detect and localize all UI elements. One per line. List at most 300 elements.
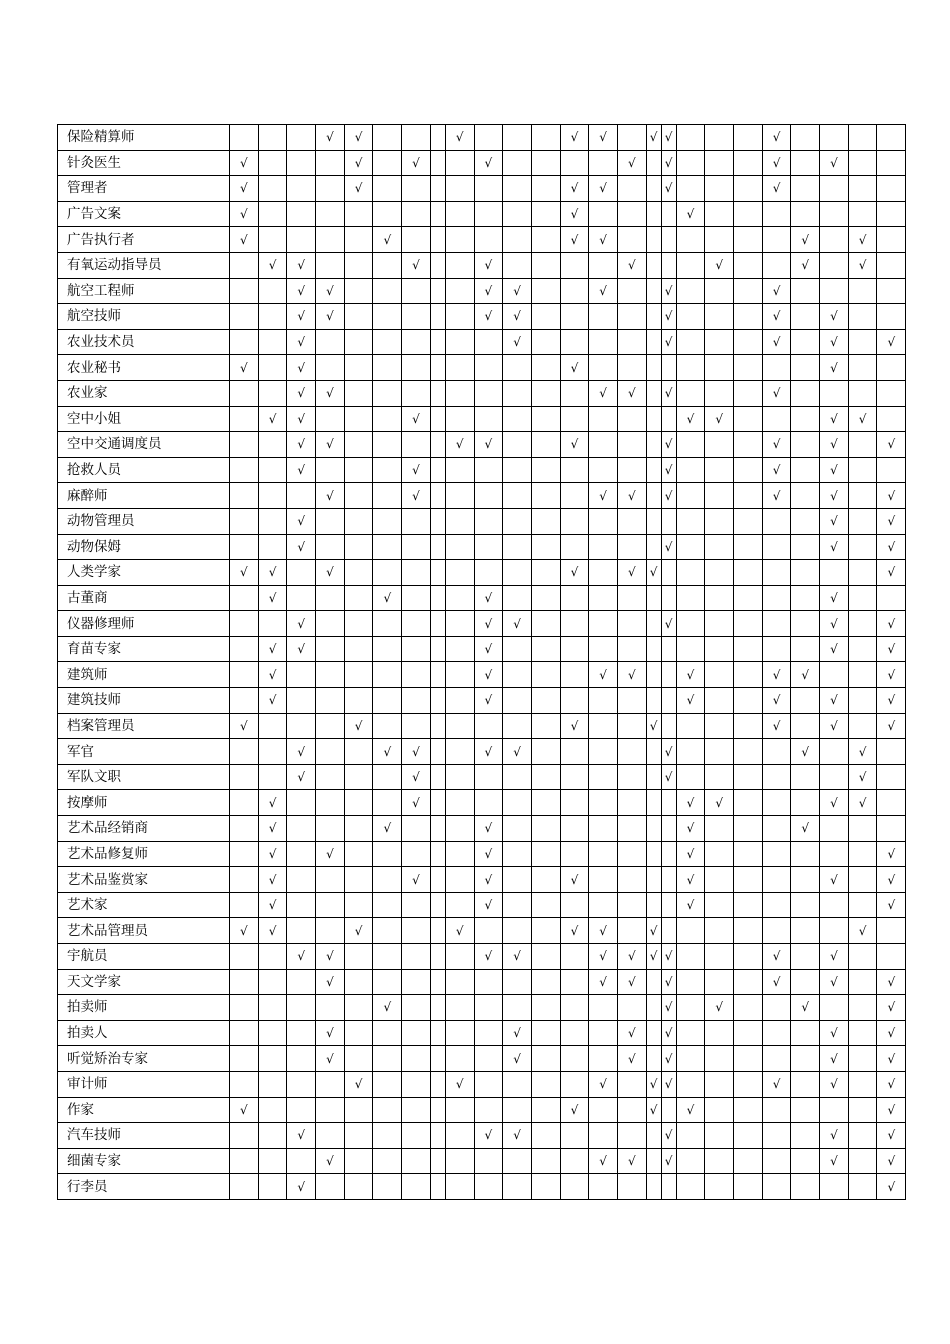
empty-cell — [373, 252, 402, 278]
table-row — [58, 534, 906, 560]
empty-cell — [373, 764, 402, 790]
check-mark-cell: √ — [589, 483, 618, 509]
empty-cell — [848, 713, 877, 739]
empty-cell — [589, 1046, 618, 1072]
check-mark-cell: √ — [676, 790, 705, 816]
empty-cell — [373, 969, 402, 995]
empty-cell — [734, 867, 763, 893]
empty-cell — [705, 1123, 734, 1149]
empty-cell — [560, 662, 589, 688]
check-mark-cell: √ — [820, 483, 849, 509]
empty-cell — [734, 816, 763, 842]
empty-cell — [705, 611, 734, 637]
check-mark-cell: √ — [646, 918, 661, 944]
empty-cell — [848, 1148, 877, 1174]
empty-cell — [646, 739, 661, 765]
empty-cell — [877, 150, 906, 176]
empty-cell — [661, 688, 676, 714]
empty-cell — [287, 969, 316, 995]
empty-cell — [258, 508, 287, 534]
empty-cell — [258, 483, 287, 509]
check-mark-cell: √ — [258, 585, 287, 611]
check-mark-cell: √ — [503, 278, 532, 304]
empty-cell — [848, 380, 877, 406]
empty-cell — [430, 918, 445, 944]
check-mark-cell: √ — [258, 867, 287, 893]
empty-cell — [762, 739, 791, 765]
empty-cell — [820, 1097, 849, 1123]
empty-cell — [316, 892, 345, 918]
table-row — [58, 278, 906, 304]
empty-cell — [287, 713, 316, 739]
empty-cell — [617, 1071, 646, 1097]
empty-cell — [617, 278, 646, 304]
table-row — [58, 201, 906, 227]
check-mark-cell: √ — [676, 201, 705, 227]
empty-cell — [230, 534, 259, 560]
empty-cell — [762, 1174, 791, 1200]
check-mark-cell: √ — [617, 944, 646, 970]
empty-cell — [676, 969, 705, 995]
check-mark-cell: √ — [287, 329, 316, 355]
empty-cell — [661, 892, 676, 918]
empty-cell — [402, 944, 431, 970]
empty-cell — [646, 380, 661, 406]
empty-cell — [848, 150, 877, 176]
empty-cell — [734, 764, 763, 790]
empty-cell — [344, 611, 373, 637]
check-mark-cell: √ — [474, 816, 503, 842]
check-mark-cell: √ — [474, 585, 503, 611]
empty-cell — [791, 688, 820, 714]
empty-cell — [820, 816, 849, 842]
empty-cell — [617, 329, 646, 355]
empty-cell — [617, 841, 646, 867]
empty-cell — [705, 508, 734, 534]
check-mark-cell: √ — [589, 227, 618, 253]
empty-cell — [373, 1123, 402, 1149]
table-row — [58, 432, 906, 458]
empty-cell — [373, 636, 402, 662]
empty-cell — [316, 739, 345, 765]
check-mark-cell: √ — [560, 560, 589, 586]
check-mark-cell: √ — [877, 841, 906, 867]
empty-cell — [617, 1123, 646, 1149]
check-mark-cell: √ — [402, 150, 431, 176]
empty-cell — [734, 918, 763, 944]
check-mark-cell: √ — [316, 278, 345, 304]
empty-cell — [877, 585, 906, 611]
empty-cell — [762, 227, 791, 253]
empty-cell — [445, 1148, 474, 1174]
check-mark-cell: √ — [877, 432, 906, 458]
empty-cell — [503, 636, 532, 662]
empty-cell — [560, 1046, 589, 1072]
check-mark-cell: √ — [589, 918, 618, 944]
table-row — [58, 1071, 906, 1097]
empty-cell — [734, 252, 763, 278]
empty-cell — [316, 1174, 345, 1200]
empty-cell — [258, 739, 287, 765]
empty-cell — [503, 201, 532, 227]
empty-cell — [705, 739, 734, 765]
empty-cell — [258, 125, 287, 151]
check-mark-cell: √ — [474, 867, 503, 893]
empty-cell — [344, 1123, 373, 1149]
empty-cell — [734, 1148, 763, 1174]
empty-cell — [848, 892, 877, 918]
occupation-name: 拍卖师 — [58, 995, 230, 1021]
table-row — [58, 739, 906, 765]
empty-cell — [791, 1097, 820, 1123]
check-mark-cell: √ — [661, 304, 676, 330]
empty-cell — [344, 252, 373, 278]
occupation-name: 农业家 — [58, 380, 230, 406]
empty-cell — [848, 508, 877, 534]
empty-cell — [430, 1071, 445, 1097]
empty-cell — [531, 944, 560, 970]
empty-cell — [230, 816, 259, 842]
empty-cell — [402, 1071, 431, 1097]
empty-cell — [445, 252, 474, 278]
empty-cell — [503, 1174, 532, 1200]
check-mark-cell: √ — [820, 688, 849, 714]
table-row — [58, 176, 906, 202]
table-body — [58, 125, 906, 1200]
empty-cell — [531, 432, 560, 458]
empty-cell — [646, 662, 661, 688]
empty-cell — [676, 713, 705, 739]
occupation-name: 艺术品经销商 — [58, 816, 230, 842]
check-mark-cell: √ — [646, 944, 661, 970]
table-row — [58, 816, 906, 842]
empty-cell — [258, 995, 287, 1021]
empty-cell — [791, 1020, 820, 1046]
empty-cell — [316, 150, 345, 176]
empty-cell — [820, 841, 849, 867]
empty-cell — [344, 457, 373, 483]
empty-cell — [848, 278, 877, 304]
check-mark-cell: √ — [661, 329, 676, 355]
empty-cell — [820, 125, 849, 151]
occupation-checklist-table — [57, 124, 906, 1200]
table-row — [58, 1148, 906, 1174]
empty-cell — [617, 508, 646, 534]
empty-cell — [560, 636, 589, 662]
empty-cell — [617, 355, 646, 381]
empty-cell — [402, 688, 431, 714]
empty-cell — [445, 380, 474, 406]
empty-cell — [676, 380, 705, 406]
empty-cell — [646, 1123, 661, 1149]
check-mark-cell: √ — [373, 816, 402, 842]
empty-cell — [531, 841, 560, 867]
empty-cell — [430, 944, 445, 970]
empty-cell — [589, 867, 618, 893]
check-mark-cell: √ — [316, 969, 345, 995]
empty-cell — [373, 1097, 402, 1123]
empty-cell — [503, 1097, 532, 1123]
empty-cell — [402, 176, 431, 202]
empty-cell — [560, 1174, 589, 1200]
empty-cell — [848, 662, 877, 688]
empty-cell — [316, 508, 345, 534]
empty-cell — [344, 406, 373, 432]
empty-cell — [445, 329, 474, 355]
empty-cell — [791, 969, 820, 995]
check-mark-cell: √ — [474, 841, 503, 867]
empty-cell — [445, 534, 474, 560]
empty-cell — [230, 841, 259, 867]
check-mark-cell: √ — [589, 662, 618, 688]
check-mark-cell: √ — [661, 1123, 676, 1149]
empty-cell — [402, 1046, 431, 1072]
empty-cell — [560, 534, 589, 560]
empty-cell — [734, 201, 763, 227]
empty-cell — [820, 918, 849, 944]
occupation-name: 行李员 — [58, 1174, 230, 1200]
empty-cell — [402, 1174, 431, 1200]
empty-cell — [676, 918, 705, 944]
check-mark-cell: √ — [646, 1071, 661, 1097]
empty-cell — [560, 611, 589, 637]
empty-cell — [791, 125, 820, 151]
check-mark-cell: √ — [661, 125, 676, 151]
occupation-name: 建筑技师 — [58, 688, 230, 714]
check-mark-cell: √ — [474, 1123, 503, 1149]
empty-cell — [762, 1148, 791, 1174]
empty-cell — [560, 508, 589, 534]
check-mark-cell: √ — [877, 995, 906, 1021]
empty-cell — [402, 201, 431, 227]
check-mark-cell: √ — [258, 816, 287, 842]
empty-cell — [676, 278, 705, 304]
occupation-name: 广告执行者 — [58, 227, 230, 253]
empty-cell — [344, 892, 373, 918]
empty-cell — [791, 406, 820, 432]
empty-cell — [676, 944, 705, 970]
empty-cell — [344, 508, 373, 534]
check-mark-cell: √ — [877, 969, 906, 995]
empty-cell — [560, 764, 589, 790]
check-mark-cell: √ — [560, 1097, 589, 1123]
empty-cell — [316, 1097, 345, 1123]
empty-cell — [531, 1148, 560, 1174]
empty-cell — [646, 432, 661, 458]
check-mark-cell: √ — [676, 406, 705, 432]
empty-cell — [503, 227, 532, 253]
check-mark-cell: √ — [848, 764, 877, 790]
check-mark-cell: √ — [705, 406, 734, 432]
empty-cell — [589, 534, 618, 560]
empty-cell — [646, 227, 661, 253]
check-mark-cell: √ — [877, 688, 906, 714]
table-row — [58, 918, 906, 944]
empty-cell — [373, 406, 402, 432]
empty-cell — [762, 841, 791, 867]
empty-cell — [848, 125, 877, 151]
check-mark-cell: √ — [762, 1071, 791, 1097]
check-mark-cell: √ — [646, 560, 661, 586]
check-mark-cell: √ — [762, 432, 791, 458]
empty-cell — [676, 1148, 705, 1174]
check-mark-cell: √ — [617, 560, 646, 586]
empty-cell — [531, 252, 560, 278]
occupation-name: 育苗专家 — [58, 636, 230, 662]
empty-cell — [445, 483, 474, 509]
empty-cell — [474, 534, 503, 560]
empty-cell — [705, 432, 734, 458]
empty-cell — [287, 790, 316, 816]
empty-cell — [402, 969, 431, 995]
empty-cell — [503, 764, 532, 790]
empty-cell — [373, 201, 402, 227]
occupation-name: 天文学家 — [58, 969, 230, 995]
empty-cell — [430, 1046, 445, 1072]
table-row — [58, 329, 906, 355]
empty-cell — [402, 560, 431, 586]
check-mark-cell: √ — [258, 662, 287, 688]
empty-cell — [589, 406, 618, 432]
empty-cell — [531, 918, 560, 944]
empty-cell — [646, 1174, 661, 1200]
empty-cell — [617, 201, 646, 227]
empty-cell — [373, 483, 402, 509]
occupation-name: 军队文职 — [58, 764, 230, 790]
empty-cell — [791, 380, 820, 406]
check-mark-cell: √ — [820, 355, 849, 381]
empty-cell — [676, 125, 705, 151]
empty-cell — [287, 560, 316, 586]
empty-cell — [791, 150, 820, 176]
empty-cell — [230, 457, 259, 483]
empty-cell — [589, 252, 618, 278]
empty-cell — [430, 278, 445, 304]
empty-cell — [445, 560, 474, 586]
empty-cell — [676, 483, 705, 509]
empty-cell — [877, 739, 906, 765]
check-mark-cell: √ — [820, 1148, 849, 1174]
empty-cell — [445, 739, 474, 765]
check-mark-cell: √ — [661, 1071, 676, 1097]
empty-cell — [287, 1148, 316, 1174]
empty-cell — [705, 304, 734, 330]
check-mark-cell: √ — [287, 944, 316, 970]
occupation-name: 空中交通调度员 — [58, 432, 230, 458]
empty-cell — [676, 995, 705, 1021]
empty-cell — [560, 892, 589, 918]
empty-cell — [676, 636, 705, 662]
check-mark-cell: √ — [589, 1148, 618, 1174]
check-mark-cell: √ — [820, 1071, 849, 1097]
empty-cell — [560, 944, 589, 970]
check-mark-cell: √ — [230, 201, 259, 227]
empty-cell — [230, 1071, 259, 1097]
empty-cell — [344, 816, 373, 842]
empty-cell — [430, 508, 445, 534]
empty-cell — [474, 995, 503, 1021]
empty-cell — [344, 1097, 373, 1123]
empty-cell — [531, 560, 560, 586]
empty-cell — [560, 150, 589, 176]
empty-cell — [445, 457, 474, 483]
empty-cell — [445, 688, 474, 714]
empty-cell — [316, 816, 345, 842]
check-mark-cell: √ — [560, 918, 589, 944]
empty-cell — [646, 892, 661, 918]
check-mark-cell: √ — [820, 969, 849, 995]
empty-cell — [287, 867, 316, 893]
empty-cell — [531, 816, 560, 842]
empty-cell — [676, 739, 705, 765]
empty-cell — [646, 278, 661, 304]
occupation-name: 农业秘书 — [58, 355, 230, 381]
occupation-name: 细菌专家 — [58, 1148, 230, 1174]
empty-cell — [848, 969, 877, 995]
empty-cell — [589, 688, 618, 714]
empty-cell — [474, 1097, 503, 1123]
empty-cell — [373, 944, 402, 970]
occupation-name: 艺术品修复师 — [58, 841, 230, 867]
check-mark-cell: √ — [316, 1148, 345, 1174]
empty-cell — [503, 457, 532, 483]
occupation-table-container — [57, 124, 906, 1200]
check-mark-cell: √ — [877, 636, 906, 662]
empty-cell — [316, 995, 345, 1021]
empty-cell — [531, 764, 560, 790]
empty-cell — [734, 790, 763, 816]
empty-cell — [676, 534, 705, 560]
empty-cell — [373, 304, 402, 330]
check-mark-cell: √ — [676, 662, 705, 688]
empty-cell — [445, 713, 474, 739]
check-mark-cell: √ — [791, 252, 820, 278]
check-mark-cell: √ — [820, 585, 849, 611]
empty-cell — [820, 662, 849, 688]
empty-cell — [589, 457, 618, 483]
empty-cell — [230, 252, 259, 278]
empty-cell — [877, 252, 906, 278]
empty-cell — [258, 201, 287, 227]
empty-cell — [445, 355, 474, 381]
occupation-name: 空中小姐 — [58, 406, 230, 432]
empty-cell — [344, 278, 373, 304]
empty-cell — [617, 585, 646, 611]
empty-cell — [617, 764, 646, 790]
empty-cell — [646, 1148, 661, 1174]
empty-cell — [646, 841, 661, 867]
empty-cell — [705, 944, 734, 970]
check-mark-cell: √ — [287, 432, 316, 458]
empty-cell — [402, 508, 431, 534]
check-mark-cell: √ — [646, 125, 661, 151]
empty-cell — [531, 1020, 560, 1046]
empty-cell — [791, 611, 820, 637]
check-mark-cell: √ — [820, 457, 849, 483]
check-mark-cell: √ — [474, 432, 503, 458]
empty-cell — [287, 150, 316, 176]
check-mark-cell: √ — [877, 1097, 906, 1123]
empty-cell — [531, 150, 560, 176]
empty-cell — [316, 252, 345, 278]
empty-cell — [560, 841, 589, 867]
check-mark-cell: √ — [474, 688, 503, 714]
empty-cell — [617, 995, 646, 1021]
empty-cell — [373, 867, 402, 893]
empty-cell — [705, 380, 734, 406]
empty-cell — [705, 534, 734, 560]
empty-cell — [791, 764, 820, 790]
